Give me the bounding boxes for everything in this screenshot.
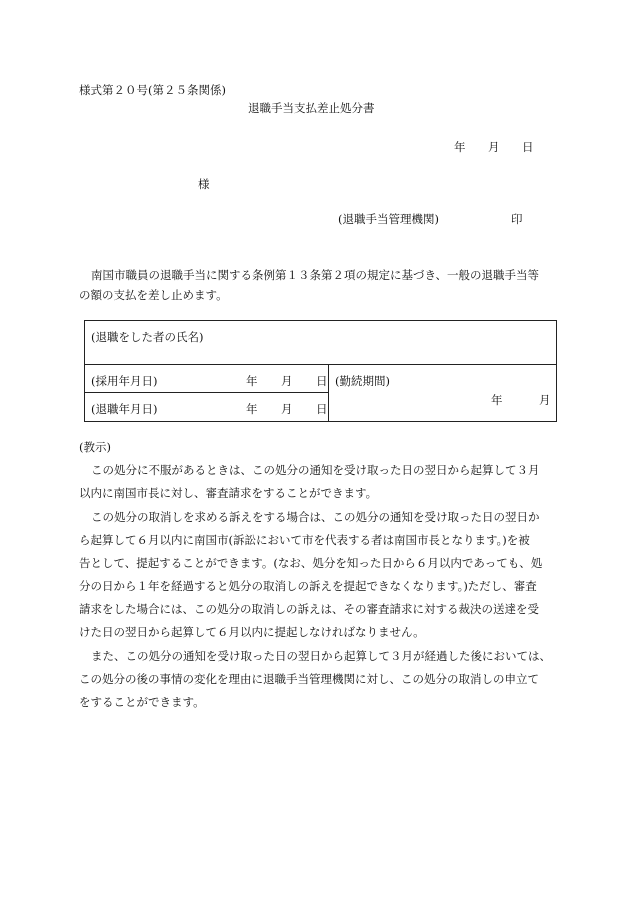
notice-line: この処分の後の事情の変化を理由に退職手当管理機関に対し、この処分の取消しの申立て (79, 672, 539, 686)
date-year: 年 (454, 140, 466, 154)
notice-line: 告として、提起することができます。(なお、処分を知った日から６月以内であっても、処 (79, 556, 543, 570)
name-cell[interactable] (85, 321, 557, 365)
retire-date-label: (退職年月日) (91, 402, 158, 416)
retire-day: 日 (316, 402, 328, 416)
addressee-suffix: 様 (198, 177, 210, 191)
retire-month: 月 (281, 402, 293, 416)
date-month: 月 (488, 140, 500, 154)
notice-heading: (教示) (79, 440, 111, 454)
retiree-info-table (84, 320, 557, 422)
service-month: 月 (539, 393, 551, 407)
intro-line: 南国市職員の退職手当に関する条例第１３条第２項の規定に基づき、一般の退職手当等 (91, 268, 540, 282)
name-label: (退職をした者の氏名) (91, 330, 204, 344)
form-number: 様式第２０号(第２５条関係) (79, 83, 226, 97)
intro-line: の額の支払を差し止めます。 (79, 288, 228, 302)
hire-year: 年 (246, 374, 258, 388)
notice-line: この処分の取消しを求める訴えをする場合は、この処分の通知を受け取った日の翌日か (91, 510, 540, 524)
notice-line: 分の日から１年を経過すると処分の取消しの訴えを提起できなくなります。)ただし、審査 (79, 579, 537, 593)
notice-line: また、この処分の通知を受け取った日の翌日から起算して３月が経過した後においては、 (91, 649, 551, 663)
notice-line: をすることができます。 (79, 695, 205, 709)
seal-mark: 印 (511, 212, 523, 226)
service-period-cell[interactable] (329, 365, 557, 422)
hire-date-label: (採用年月日) (91, 374, 158, 388)
hire-month: 月 (281, 374, 293, 388)
notice-line: けた日の翌日から起算して６月以内に提起しなければなりません。 (79, 625, 425, 639)
retire-date-cell[interactable] (85, 393, 329, 422)
retire-year: 年 (246, 402, 258, 416)
service-year: 年 (491, 393, 503, 407)
document-title: 退職手当支払差止処分書 (248, 101, 375, 115)
issuer: (退職手当管理機関) (338, 212, 439, 226)
notice-line: ら起算して６月以内に南国市(訴訟において市を代表する者は南国市長となります。)を被 (79, 533, 530, 547)
service-period-label: (勤続期間) (335, 374, 390, 388)
notice-line: 以内に南国市長に対し、審査請求をすることができます。 (79, 486, 378, 500)
hire-date-cell[interactable] (85, 365, 329, 393)
date-day: 日 (522, 140, 534, 154)
hire-day: 日 (316, 374, 328, 388)
notice-line: この処分に不服があるときは、この処分の通知を受け取った日の翌日から起算して３月 (91, 463, 540, 477)
notice-line: 請求をした場合には、この処分の取消しの訴えは、その審査請求に対する裁決の送達を受 (79, 602, 539, 616)
